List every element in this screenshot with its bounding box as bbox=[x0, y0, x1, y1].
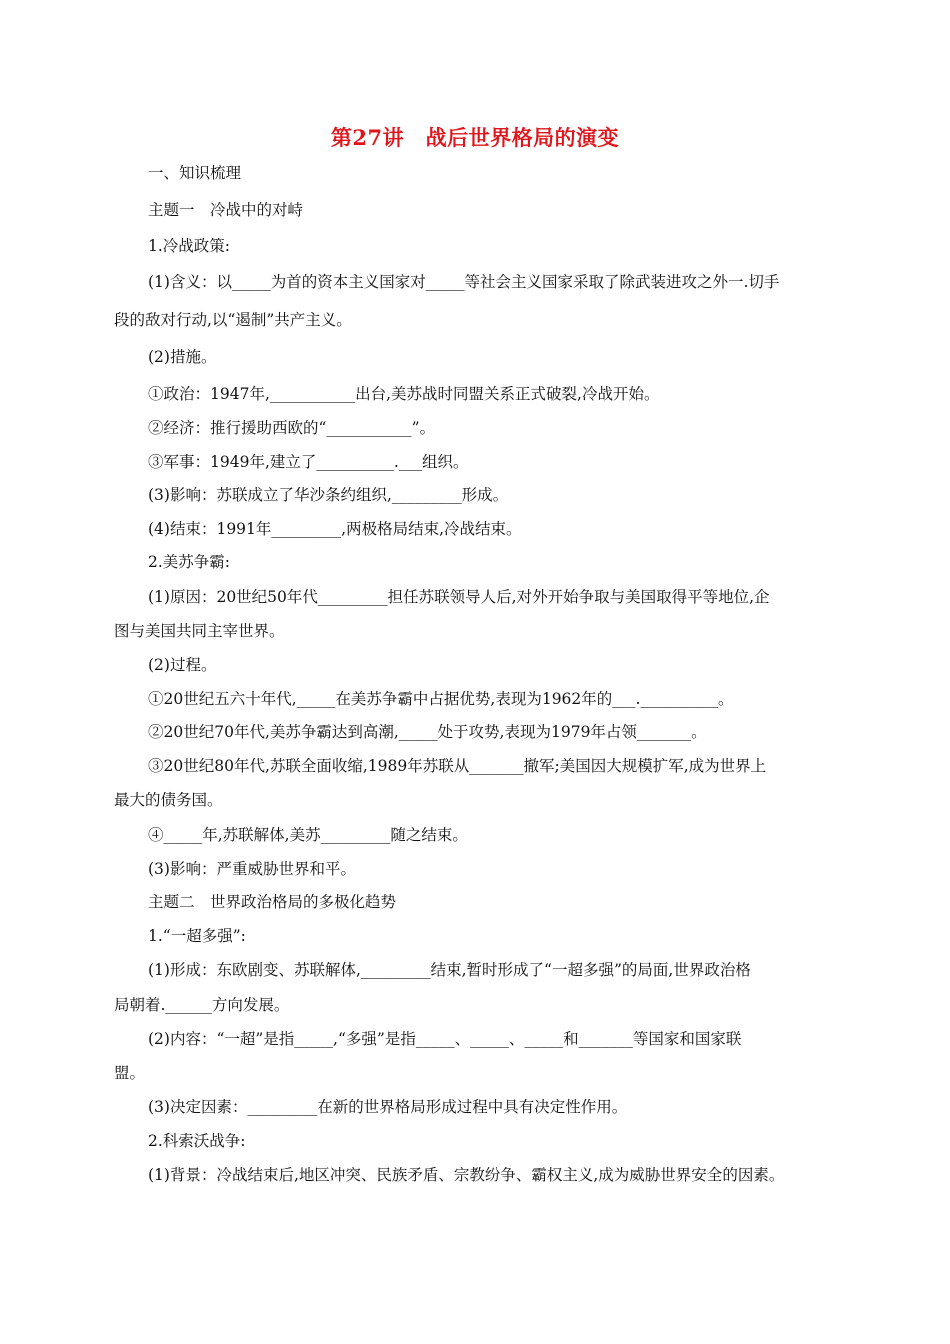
paragraph-line: ②20世纪70年代,美苏争霸达到高潮,_____处于攻势,表现为1979年占领_______。 bbox=[148, 723, 707, 741]
paragraph-line: (2)措施。 bbox=[148, 348, 217, 366]
paragraph-line: (1)含义：以_____为首的资本主义国家对_____等社会主义国家采取了除武装进攻之外一.切手 bbox=[148, 273, 780, 291]
paragraph-line: (1)原因：20世纪50年代_________担任苏联领导人后,对外开始争取与美国取得平等地位,企 bbox=[148, 588, 770, 606]
paragraph-line: (3)决定因素：_________在新的世界格局形成过程中具有决定性作用。 bbox=[148, 1098, 628, 1116]
paragraph-line: (1)背景：冷战结束后,地区冲突、民族矛盾、宗教纷争、霸权主义,成为威胁世界安全的因素。 bbox=[148, 1166, 785, 1184]
paragraph-line: ④_____年,苏联解体,美苏_________随之结束。 bbox=[148, 826, 468, 844]
document-title: 第27讲 战后世界格局的演变 bbox=[330, 125, 620, 150]
paragraph-line: ③军事：1949年,建立了__________.___组织。 bbox=[148, 453, 469, 471]
paragraph-line: (1)形成：东欧剧变、苏联解体,_________结束,暂时形成了“一超多强”的局面,世界政治格 bbox=[148, 961, 751, 979]
section-heading: 一、知识梳理 bbox=[148, 164, 242, 182]
paragraph-line: ①政治：1947年,___________出台,美苏战时同盟关系正式破裂,冷战开始。 bbox=[148, 385, 660, 403]
paragraph-line: ③20世纪80年代,苏联全面收缩,1989年苏联从_______撤军;美国因大规模扩军,成为世界上 bbox=[148, 757, 767, 775]
topic-heading: 主题二 世界政治格局的多极化趋势 bbox=[148, 893, 397, 911]
paragraph-line: 盟。 bbox=[114, 1064, 146, 1082]
topic-heading: 主题一 冷战中的对峙 bbox=[148, 201, 304, 219]
paragraph-line: (2)内容：“一超”是指_____,“多强”是指_____、_____、_____和_______等国家和国家联 bbox=[148, 1030, 742, 1048]
paragraph-line: 局朝着.______方向发展。 bbox=[114, 996, 290, 1014]
subheading: 1.冷战政策: bbox=[148, 237, 231, 255]
subheading: 1.“一超多强”: bbox=[148, 927, 246, 945]
paragraph-line: 段的敌对行动,以“遏制”共产主义。 bbox=[114, 311, 352, 329]
paragraph-line: ①20世纪五六十年代,_____在美苏争霸中占据优势,表现为1962年的___.__________。 bbox=[148, 690, 734, 708]
subheading: 2.美苏争霸: bbox=[148, 553, 231, 571]
subheading: 2.科索沃战争: bbox=[148, 1132, 246, 1150]
paragraph-line: 最大的债务国。 bbox=[114, 791, 223, 809]
paragraph-line: ②经济：推行援助西欧的“___________”。 bbox=[148, 419, 436, 437]
paragraph-line: 图与美国共同主宰世界。 bbox=[114, 622, 285, 640]
paragraph-line: (4)结束：1991年_________,两极格局结束,冷战结束。 bbox=[148, 520, 522, 538]
paragraph-line: (3)影响：严重威胁世界和平。 bbox=[148, 860, 356, 878]
paragraph-line: (3)影响：苏联成立了华沙条约组织,_________形成。 bbox=[148, 486, 509, 504]
paragraph-line: (2)过程。 bbox=[148, 656, 217, 674]
